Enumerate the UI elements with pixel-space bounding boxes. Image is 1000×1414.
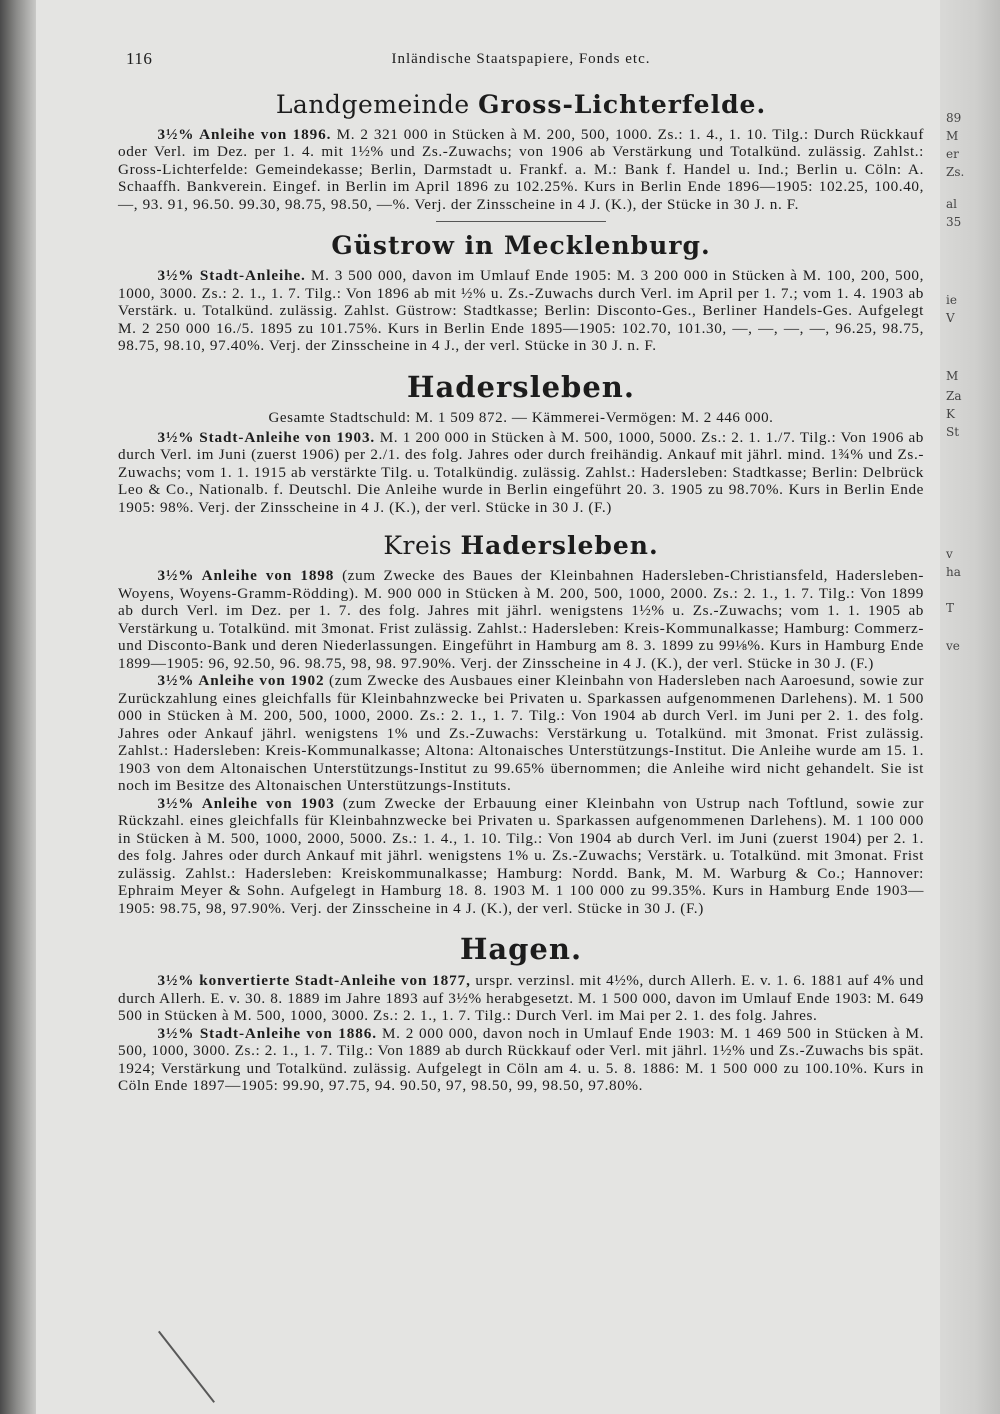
bond-entry-text: M. 2 321 000 in Stücken à M. 200, 500, 1000. Zs.: 1. 4., 1. 10. Tilg.: Durch Rückkauf oder Verl. im Dez. per 1. 4. mit 1½% und Zs.-Zuwachs; von 1906 ab Verstärkung und Totalkünd. zulässig. Zahlst.: Gross-Lichterfelde: Gemeindekasse; Berlin, Darmstadt u. Frankf. a. M.: Bank f. Handel u. Ind.; Berlin u. Cöln: A. Schaaffh. Bankverein. Eingef. in Berlin im April 1896 zu 102.25%. Kurs in Berlin Ende 1896—1905: 102.25, 100.40, —, 93. 91, 96.50. 99.30, 98.75, 98.50, —%. Verj. der Zinsscheine in 4 J. (K.), der Stücke in 30 J. n. F. bbox=[118, 125, 924, 213]
scan-scratch-mark bbox=[158, 1331, 215, 1403]
bond-entry bbox=[118, 126, 924, 214]
adjacent-page-fragment: K bbox=[946, 407, 955, 421]
adjacent-page-fragment: Zs. bbox=[946, 165, 965, 179]
section-title-gross-lichterfelde bbox=[118, 91, 924, 120]
section-divider bbox=[436, 221, 606, 222]
adjacent-page-fragment: V bbox=[946, 311, 955, 325]
section-title-bold: Güstrow in Mecklenburg. bbox=[331, 231, 711, 261]
bond-entry bbox=[118, 1025, 924, 1095]
bond-entry bbox=[118, 672, 924, 795]
section-title-plain: Landgemeinde bbox=[275, 90, 479, 119]
document-page bbox=[118, 45, 924, 1095]
section-title-hadersleben bbox=[118, 371, 924, 404]
bond-entry bbox=[118, 567, 924, 672]
bond-entry-text: (zum Zwecke der Erbauung einer Kleinbahn von Ustrup nach Toftlund, sowie zur Rückzahl. eines gleichfalls für Kleinbahnzwecke bei Privaten u. Sparkassen aufgenommenen Darlehens). M. 1 100 000 in Stücken à M. 500, 1000, 2000, 5000. Zs.: 1. 4., 1. 10. Tilg.: Von 1904 ab durch Verl. im Juni (zuerst 1904) per 2. 1. des folg. Jahres oder durch Ankauf mit jährl. wenigstens 1% u. Zs.-Zuwachs; Verstärk. u. Totalkünd. mit 3monat. Frist zulässig. Zahlst.: Hadersleben: Kreiskommunalkasse; Hamburg: Nordd. Bank, M. M. Warburg & Co.; Hannover: Ephraim Meyer & Sohn. Aufgelegt in Hamburg 18. 8. 1903 M. 1 100 000 zu 99.35%. Kurs in Hamburg Ende 1903—1905: 98.75, 98, 97.90%. Verj. der Zinsscheine in 4 J. (K.), der verl. Stücke in 30 J. (F.) bbox=[118, 794, 925, 917]
adjacent-page-fragment: 89 bbox=[946, 111, 962, 125]
running-header bbox=[118, 45, 924, 75]
page-number: 116 bbox=[126, 49, 153, 68]
adjacent-page-fragment: er bbox=[946, 147, 959, 161]
section-title-bold: Hadersleben. bbox=[460, 531, 659, 561]
book-binding-shadow bbox=[0, 0, 36, 1414]
section-title-guestrow bbox=[118, 232, 924, 261]
adjacent-page-fragment: T bbox=[946, 601, 955, 615]
bond-entry-text: urspr. verzinsl. mit 4½%, durch Allerh. E. v. 1. 6. 1881 auf 4% und durch Allerh. E. v. 30. 8. 1889 im Jahre 1893 auf 3½% herabgesetzt. M. 1 500 000, davon im Umlauf Ende 1903: M. 649 500 in Stücken à M. 500, 1000, 3000. Zs.: 2. 1., 1. 7. Tilg.: Durch Verl. im Mai per 2. 1. des folg. Jahres. bbox=[118, 972, 924, 1025]
bond-entry bbox=[118, 972, 924, 1025]
running-title: Inländische Staatspapiere, Fonds etc. bbox=[391, 51, 651, 67]
adjacent-page-fragment: M bbox=[946, 129, 959, 143]
section-title-bold: Hagen. bbox=[459, 932, 583, 967]
adjacent-page-fragment: ie bbox=[946, 293, 957, 307]
adjacent-page-fragment: Za bbox=[946, 389, 962, 403]
section-title-kreis-hadersleben bbox=[118, 532, 924, 561]
bond-entry-lead: 3½% Stadt-Anleihe. bbox=[157, 267, 306, 284]
adjacent-page-edge bbox=[940, 0, 1000, 1414]
bond-entry-lead: 3½% Stadt-Anleihe von 1886. bbox=[157, 1024, 377, 1042]
section-title-bold: Hadersleben. bbox=[407, 369, 635, 404]
bond-entry-text: (zum Zwecke des Baues der Kleinbahnen Hadersleben-Christiansfeld, Hadersleben-Woyens, Woyens-Gramm-Rödding). M. 900 000 in Stücken à M. 200, 500, 1000, 2000. Zs.: 2. 1., 1. 7. Tilg.: Von 1899 ab durch Verl. im Dez. per 1. 7. des folg. Jahres mit jährl. wenigstens 1½% u. Zs.-Zuwachs; vom 1. 1. 1905 ab Verstärkung u. Totalkünd. mit 3monat. Frist zulässig. Zahlst.: Hadersleben: Kreis-Kommunalkasse; Hamburg: Commerz- und Disconto-Bank und deren Niederlassungen. Eingeführt in Hamburg am 8. 3. 1899 zu 99⅛%. Kurs in Hamburg Ende 1899—1905: 96, 92.50, 96. 98.75, 98, 98. 97.90%. Verj. der Zinsscheine in 4 J. (K.), der verl. Stücke in 30 J. (F.) bbox=[118, 567, 924, 672]
adjacent-page-fragment: v bbox=[946, 547, 953, 561]
bond-entry-text: M. 2 000 000, davon noch in Umlauf Ende 1903: M. 1 469 500 in Stücken à M. 500, 1000, 3000. Zs.: 2. 1., 1. 7. Tilg.: Von 1889 ab durch Rückkauf oder Verl. mit jährl. 1½% und Zs.-Zuwachs bis spät. 1924; Verstärkung und Totalkünd. zulässig. Aufgelegt in Cöln am 4. u. 5. 8. 1886: M. 1 500 000 zu 100.10%. Kurs in Cöln Ende 1897—1905: 99.90, 97.75, 94. 90.50, 97, 98.50, 99, 98.50, 97.80%. bbox=[118, 1024, 924, 1095]
adjacent-page-fragment: ha bbox=[946, 565, 961, 579]
bond-entry bbox=[118, 429, 924, 517]
adjacent-page-fragment: M bbox=[946, 369, 959, 383]
adjacent-page-fragment: al bbox=[946, 197, 957, 211]
section-title-plain: Kreis bbox=[383, 531, 461, 561]
section-title-bold: Gross-Lichterfelde. bbox=[478, 90, 767, 119]
bond-entry-lead: 3½% konvertierte Stadt-Anleihe von 1877, bbox=[157, 972, 471, 990]
section-title-hagen bbox=[118, 933, 924, 966]
bond-entry-lead: 3½% Stadt-Anleihe von 1903. bbox=[157, 428, 376, 446]
debt-summary: Gesamte Stadtschuld: M. 1 509 872. — Kämmerei-Vermögen: M. 2 446 000. bbox=[268, 409, 774, 426]
bond-entry-lead: 3½% Anleihe von 1896. bbox=[157, 125, 332, 143]
bond-entry-lead: 3½% Anleihe von 1898 bbox=[157, 567, 335, 585]
adjacent-page-fragment: St bbox=[946, 425, 960, 439]
bond-entry-text: M. 3 500 000, davon im Umlauf Ende 1905: M. 3 200 000 in Stücken à M. 100, 200, 500, 1000, 3000. Zs.: 2. 1., 1. 7. Tilg.: Von 1896 ab mit ½% u. Zs.-Zuwachs durch Verl. im April per 1. 7.; vom 1. 4. 1903 ab Verstärk. u. Totalkünd. zulässig. Zahlst. Güstrow: Stadtkasse; Berlin: Disconto-Ges., Berliner Handels-Ges. Aufgelegt M. 2 250 000 16./5. 1895 zu 101.75%. Kurs in Berlin Ende 1895—1905: 102.70, 101.30, —, —, —, —, 96.25, 98.75, 98.75, 98.10, 97.40%. Verj. der Zinsscheine in 4 J., der verl. Stücke in 30 J. n. F. bbox=[118, 267, 924, 354]
bond-entry bbox=[118, 795, 924, 918]
adjacent-page-fragment: 35 bbox=[946, 215, 962, 229]
bond-entry-lead: 3½% Anleihe von 1903 bbox=[157, 794, 335, 812]
adjacent-page-fragment: ve bbox=[946, 639, 960, 653]
bond-entry-text: (zum Zwecke des Ausbaues einer Kleinbahn von Hadersleben nach Aaroesund, sowie zur Zurückzahlung eines gleichfalls für Kleinbahnzwecke bei Privaten u. Sparkassen aufgenommenen Darlehens). M. 1 500 000 in Stücken à M. 200, 500, 1000, 2000. Zs.: 2. 1., 1. 7. Tilg.: Von 1904 ab durch Verl. im Juni per 2. 1. des folg. Jahres oder Ankauf jährl. wenigstens 1% und Zs.-Zuwachs: Verstärkung u. Totalkünd. mit 3monat. Frist zulässig. Zahlst.: Hadersleben: Kreis-Kommunalkasse; Altona: Altonaisches Unterstützungs-Institut. Die Anleihe wurde am 15. 1. 1903 von dem Altonaischen Unterstützungs-Institut zu 99.65% übernommen; die Anleihe wird nicht gehandelt. Sie ist noch im Besitze des Altonaischen Unterstützungs-Instituts. bbox=[118, 672, 924, 795]
bond-entry bbox=[118, 267, 924, 355]
bond-entry-lead: 3½% Anleihe von 1902 bbox=[157, 672, 325, 690]
bond-entry-text: M. 1 200 000 in Stücken à M. 500, 1000, 5000. Zs.: 2. 1. 1./7. Tilg.: Von 1906 ab durch Verl. im Juni (zuerst 1906) per 2./1. des folg. Jahres oder durch freihändig. Ankauf mit jährl. mind. 1¾% und Zs.-Zuwachs; vom 1. 1. 1915 ab verstärkte Tilg. u. Totalkündig. zulässig. Zahlst.: Hadersleben: Stadtkasse; Berlin: Delbrück Leo & Co., Nationalb. f. Deutschl. Die Anleihe wurde in Berlin eingeführt 20. 3. 1905 zu 98.70%. Kurs in Berlin Ende 1905: 98%. Verj. der Zinsscheine in 4 J. (K.), der verl. Stücke in 30 J. (F.) bbox=[118, 428, 924, 516]
